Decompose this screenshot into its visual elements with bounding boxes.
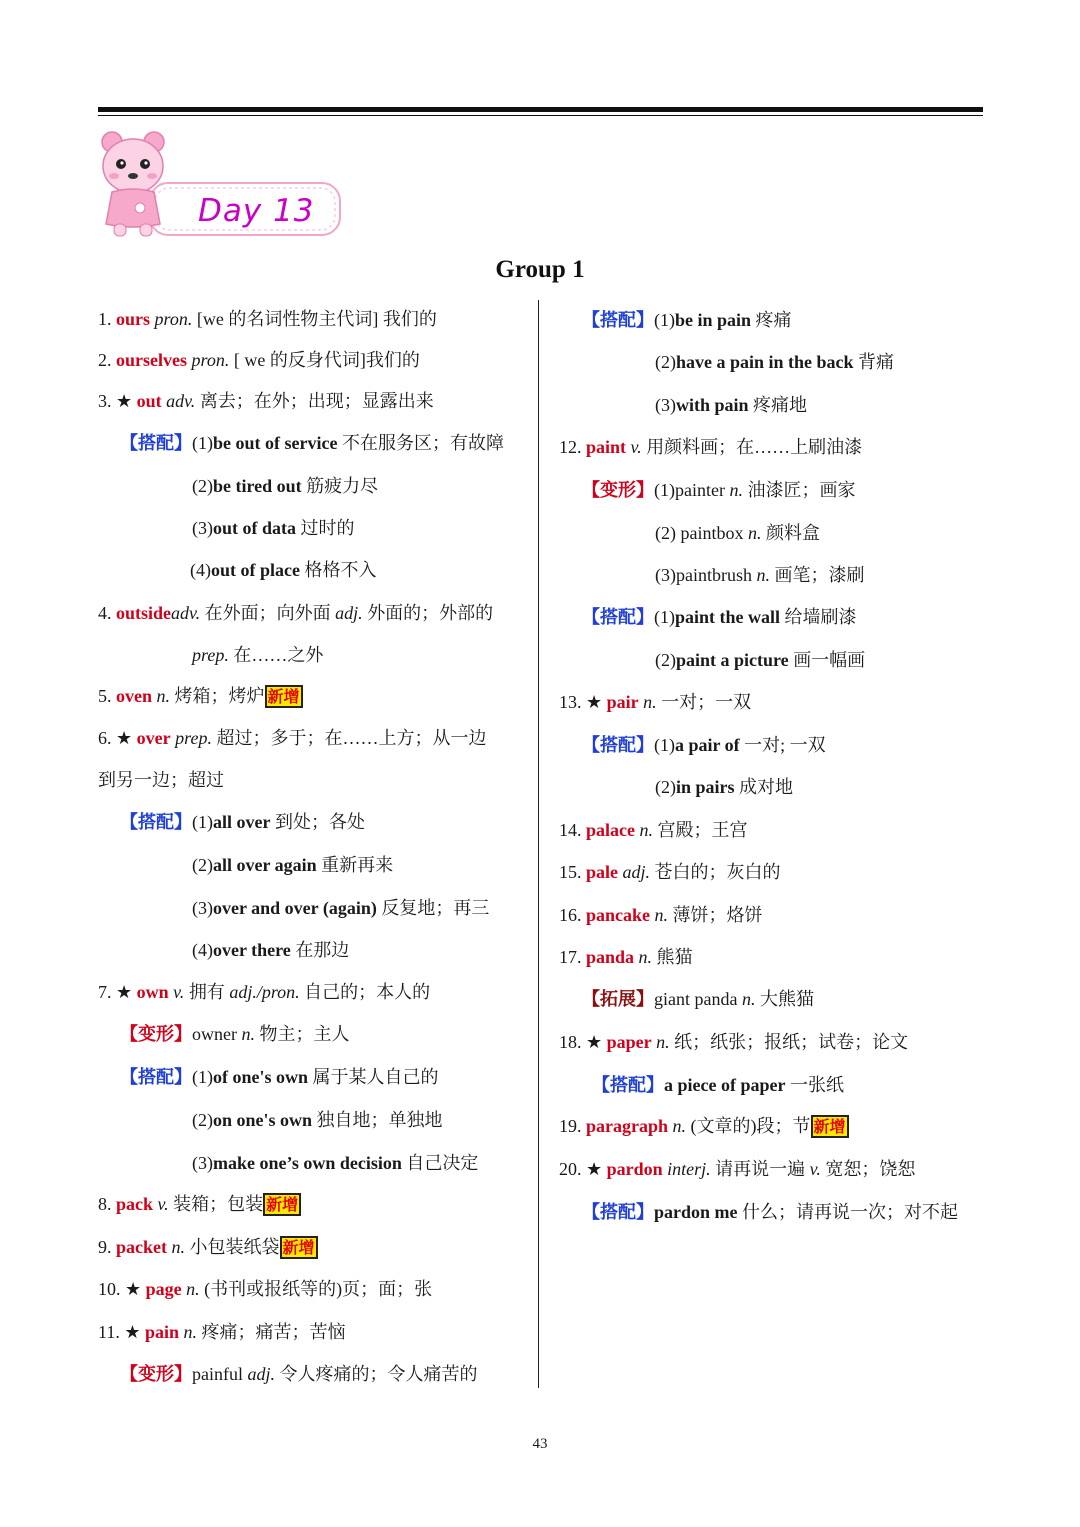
entry-2: 2. ourselves pron. [ we 的反身代词]我们的	[98, 350, 420, 370]
entry-17: 17. panda n. 熊猫	[559, 947, 693, 967]
page-number: 43	[532, 1436, 548, 1452]
entry-6-collocation-1: 【搭配】(1)all over 到处；各处	[120, 812, 365, 832]
entry-8: 8. pack v. 装箱；包装 新增	[98, 1192, 301, 1217]
new-badge: 新增	[280, 1236, 318, 1259]
new-badge: 新增	[811, 1115, 849, 1138]
entry-15: 15. pale adj. 苍白的；灰白的	[559, 862, 781, 882]
column-divider	[538, 300, 539, 1388]
day-label: Day 13	[198, 193, 315, 229]
entry-11: 11. ★ pain n. 疼痛；痛苦；苦恼	[98, 1322, 346, 1342]
entry-6-cont: 到另一边；超过	[98, 770, 224, 790]
entry-5: 5. oven n. 烤箱；烤炉 新增	[98, 684, 303, 709]
entry-3: 3. ★ out adv. 离去；在外；出现；显露出来	[98, 391, 434, 411]
header-rule-thick	[98, 107, 983, 112]
group-title: Group 1	[495, 256, 585, 283]
entry-10: 10. ★ page n. (书刊或报纸等的)页；面；张	[98, 1279, 433, 1299]
entry-13-collocation-2: (2)in pairs 成对地	[655, 777, 794, 797]
entry-11-collocation-3: (3)with pain 疼痛地	[655, 395, 808, 415]
entry-17-extension: 【拓展】giant panda n. 大熊猫	[582, 989, 814, 1009]
entry-16: 16. pancake n. 薄饼；烙饼	[559, 905, 763, 925]
entry-12-collocation-1: 【搭配】(1)paint the wall 给墙刷漆	[582, 607, 857, 627]
new-badge: 新增	[265, 685, 303, 708]
entry-1: 1. ours pron. [we 的名词性物主代词] 我们的	[98, 309, 437, 329]
entry-3-collocation-4: (4)out of place 格格不入	[190, 560, 377, 580]
entry-7-collocation-2: (2)on one's own 独自地；单独地	[192, 1110, 443, 1130]
entry-12-variant-2: (2) paintbox n. 颜料盒	[655, 523, 820, 543]
entry-6: 6. ★ over prep. 超过；多于；在……上方；从一边	[98, 728, 487, 748]
entry-18-collocation: 【搭配】a piece of paper 一张纸	[592, 1075, 844, 1095]
entry-20: 20. ★ pardon interj. 请再说一遍 v. 宽恕；饶恕	[559, 1159, 916, 1179]
entry-14: 14. palace n. 宫殿；王宫	[559, 820, 748, 840]
entry-12-variant-3: (3)paintbrush n. 画笔；漆刷	[655, 565, 865, 585]
entry-11-collocation-1: 【搭配】(1)be in pain 疼痛	[582, 310, 792, 330]
entry-7-collocation-3: (3)make one’s own decision 自己决定	[192, 1153, 479, 1173]
entry-11-collocation-2: (2)have a pain in the back 背痛	[655, 352, 895, 372]
entry-12: 12. paint v. 用颜料画；在……上刷油漆	[559, 437, 863, 457]
entry-7-collocation-1: 【搭配】(1)of one's own 属于某人自己的	[120, 1067, 439, 1087]
entry-3-collocation-1: 【搭配】(1)be out of service 不在服务区；有故障	[120, 433, 504, 453]
entry-6-collocation-2: (2)all over again 重新再来	[192, 855, 394, 875]
entry-6-collocation-4: (4)over there 在那边	[192, 940, 350, 960]
entry-12-collocation-2: (2)paint a picture 画一幅画	[655, 650, 866, 670]
new-badge: 新增	[263, 1193, 301, 1216]
entry-13: 13. ★ pair n. 一对；一双	[559, 692, 752, 712]
entry-13-collocation-1: 【搭配】(1)a pair of 一对; 一双	[582, 735, 826, 755]
entry-7: 7. ★ own v. 拥有 adj./pron. 自己的；本人的	[98, 982, 431, 1002]
entry-7-variant: 【变形】owner n. 物主；主人	[120, 1024, 350, 1044]
entry-6-collocation-3: (3)over and over (again) 反复地；再三	[192, 898, 490, 918]
entry-11-variant: 【变形】painful adj. 令人疼痛的；令人痛苦的	[120, 1364, 478, 1384]
entry-4: 4. outsideadv. 在外面；向外面 adj. 外面的；外部的	[98, 603, 494, 623]
entry-4-cont: prep. 在……之外	[192, 645, 324, 665]
entry-12-variant-1: 【变形】(1)painter n. 油漆匠；画家	[582, 480, 856, 500]
bear-mascot-icon	[102, 132, 164, 236]
entry-19: 19. paragraph n. (文章的)段；节 新增	[559, 1114, 849, 1139]
entry-3-collocation-2: (2)be tired out 筋疲力尽	[192, 476, 379, 496]
entry-20-collocation: 【搭配】pardon me 什么；请再说一次；对不起	[582, 1202, 959, 1222]
entry-9: 9. packet n. 小包装纸袋 新增	[98, 1235, 318, 1260]
entry-3-collocation-3: (3)out of data 过时的	[192, 518, 355, 538]
header-rule-thin	[98, 115, 983, 116]
entry-18: 18. ★ paper n. 纸；纸张；报纸；试卷；论文	[559, 1032, 909, 1052]
